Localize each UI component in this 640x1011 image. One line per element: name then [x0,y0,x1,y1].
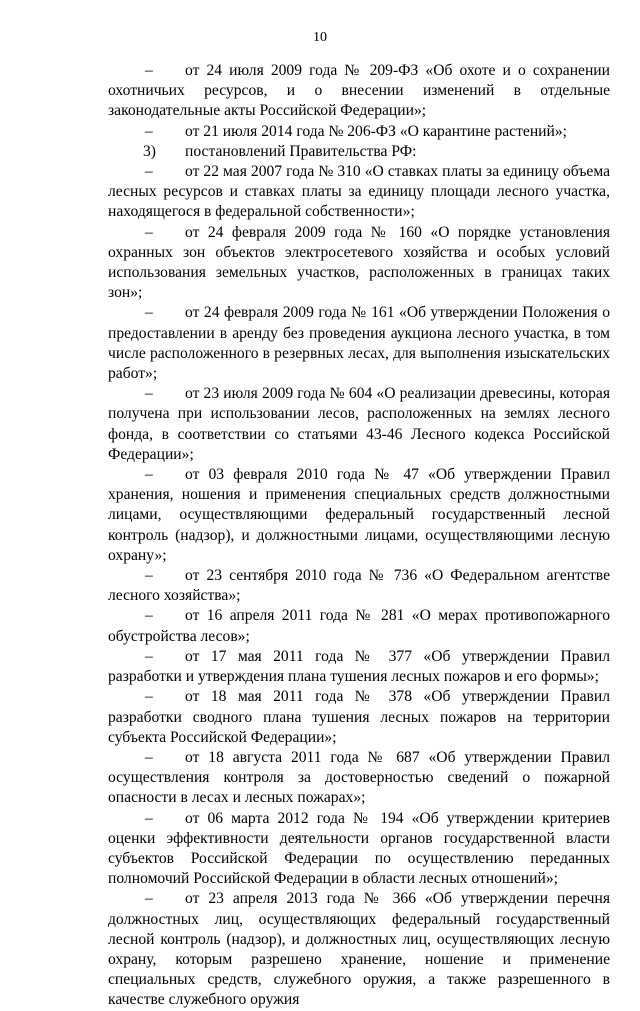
list-marker: – [145,890,153,908]
list-marker: – [145,466,153,484]
list-item [108,142,610,162]
page-number: 10 [313,30,327,45]
list-marker: – [145,223,153,241]
list-item-text: от 24 июля 2009 года № 209-ФЗ «Об охоте и о сохранении охотничьих ресурсов, и о внесении изменений в отдельные законодательные акты Российской Федерации»; [108,62,610,120]
list-item-text: от 23 апреля 2013 года № 366 «Об утверждении перечня должностных лиц, осуществляющих федеральный государственный лесной контроль (надзор), и должностных лиц, осуществляющих лесную охрану, которым разрешено хранение, ношение и применение специальных средств, служебного оружия, а также разрешенного в качестве служебного оружия [108,890,610,1009]
list-marker: – [145,62,153,79]
list-marker: – [145,304,153,322]
list-marker: – [145,385,153,403]
list-item [108,122,610,142]
list-item-text: от 23 июля 2009 года № 604 «О реализации древесины, которая получена при использовании лесов, расположенных на землях лесного фонда, в соответствии со статьями 43-46 Лесного кодекса Российской Федерации»; [108,385,610,463]
list-item [108,748,610,809]
list-item [108,384,610,465]
list-item [108,465,610,566]
list-item-text: от 24 февраля 2009 года № 160 «О порядке установления охранных зон объектов электросетевого хозяйства и особых условий использования земельных участков, расположенных в границах таких зон»; [108,223,610,302]
list-item-text: от 21 июля 2014 года № 206-ФЗ «О карантине растений»; [185,122,567,140]
list-item-text: от 18 мая 2011 года № 378 «Об утверждении Правил разработки сводного плана тушения лесных пожаров на территории субъекта Российской Федерации»; [108,688,610,746]
list-item [108,566,610,606]
list-item-text: от 16 апреля 2011 года № 281 «О мерах противопожарного обустройства лесов»; [108,607,610,645]
list-item-text: от 17 мая 2011 года № 377 «Об утверждении Правил разработки и утверждения плана тушения лесных пожаров и его формы»; [108,647,610,686]
list-marker: – [145,163,153,181]
list-item [108,303,610,384]
list-item [108,61,610,122]
list-item [108,687,610,748]
list-item-text: от 18 августа 2011 года № 687 «Об утверждении Правил осуществления контроля за достоверностью сведений о пожарной опасности в лесах и лесных пожарах»; [108,748,610,807]
list-item-text: постановлений Правительства РФ: [185,142,417,160]
list-marker: – [145,688,153,706]
list-item [108,809,610,890]
list-item-text: от 03 февраля 2010 года № 47 «Об утверждении Правил хранения, ношения и применения специальных средств должностными лицами, осуществляющими федеральный государственный лесной контроль (надзор), и должностными лицами, осуществляющими лесную охрану»; [108,466,610,564]
list-marker: – [145,567,153,585]
list-item [108,223,610,304]
list-item [108,647,610,687]
list-marker: – [145,748,153,766]
list-marker: – [145,607,153,625]
list-item [108,889,610,1010]
list-item [108,606,610,646]
list-item [108,162,610,223]
list-marker: – [145,122,153,140]
document-body [108,61,610,1011]
list-marker: – [145,647,153,665]
list-item-text: от 06 марта 2012 года № 194 «Об утверждении критериев оценки эффективности деятельности органов государственной власти субъектов Российской Федерации по осуществлению переданных полномочий Российской Федерации в области лесных отношений»; [108,809,610,888]
list-item-text: от 22 мая 2007 года № 310 «О ставках платы за единицу объема лесных ресурсов и ставках платы за единицу площади лесного участка, находящегося в федеральной собственности»; [108,163,610,221]
list-item-text: от 24 февраля 2009 года № 161 «Об утверждении Положения о предоставлении в аренду без проведения аукциона лесного участка, в том числе расположенного в резервных лесах, для выполнения изыскательских работ»; [108,304,610,383]
list-item-text: от 23 сентября 2010 года № 736 «О Федеральном агентстве лесного хозяйства»; [108,567,610,605]
list-marker: – [145,809,153,827]
list-marker: 3) [143,142,156,160]
